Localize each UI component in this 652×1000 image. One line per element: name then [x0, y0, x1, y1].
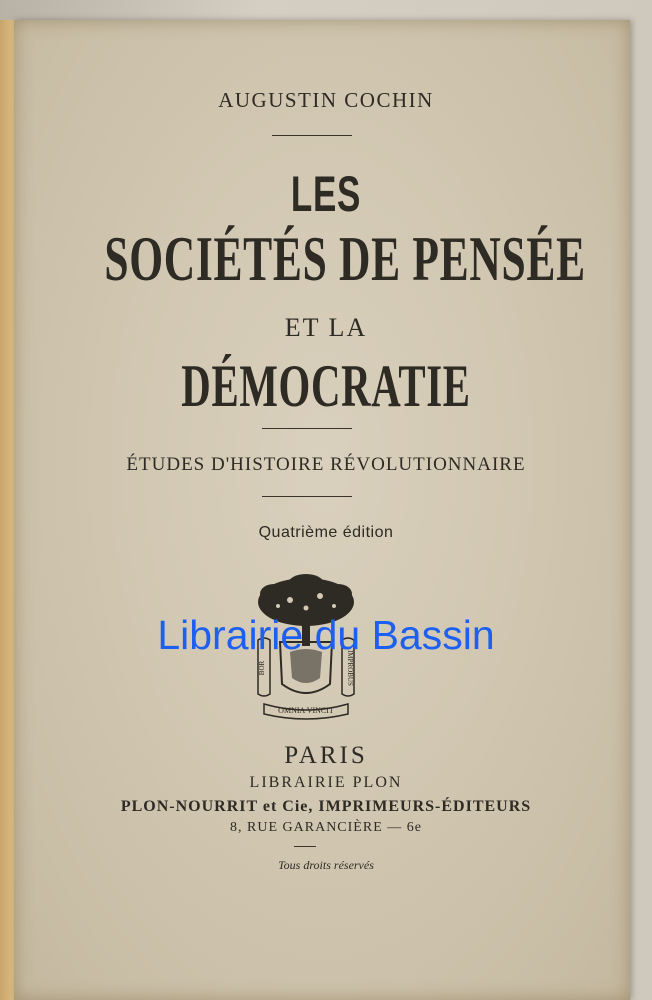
watermark-text: Librairie du Bassin [157, 612, 495, 658]
rights-notice: Tous droits réservés [278, 858, 374, 872]
divider-rule [262, 428, 352, 429]
divider-rule [262, 496, 352, 497]
publisher-city: PARIS [284, 742, 368, 769]
title-line-societes: SOCIÉTÉS DE PENSÉE [104, 223, 586, 294]
title-line-et-la: ET LA [284, 313, 368, 342]
emblem-motto-left: BOR [258, 660, 266, 676]
divider-rule [272, 135, 352, 136]
publisher-address: 8, RUE GARANCIÈRE — 6e [230, 820, 422, 835]
subtitle: ÉTUDES D'HISTOIRE RÉVOLUTIONNAIRE [126, 454, 526, 475]
title-line-les: LES [290, 166, 362, 222]
author-name: AUGUSTIN COCHIN [218, 88, 434, 112]
emblem-motto-bottom: OMNIA VINCIT [278, 706, 334, 715]
emblem-motto-right: IMPROBUS [346, 650, 354, 686]
publisher-line: PLON-NOURRIT et Cie, IMPRIMEURS-ÉDITEURS [120, 798, 532, 815]
edition-label: Quatrième édition [258, 524, 394, 541]
divider-rule [294, 846, 316, 847]
title-line-democratie: DÉMOCRATIE [181, 353, 471, 419]
publisher-house: LIBRAIRIE PLON [249, 774, 403, 791]
